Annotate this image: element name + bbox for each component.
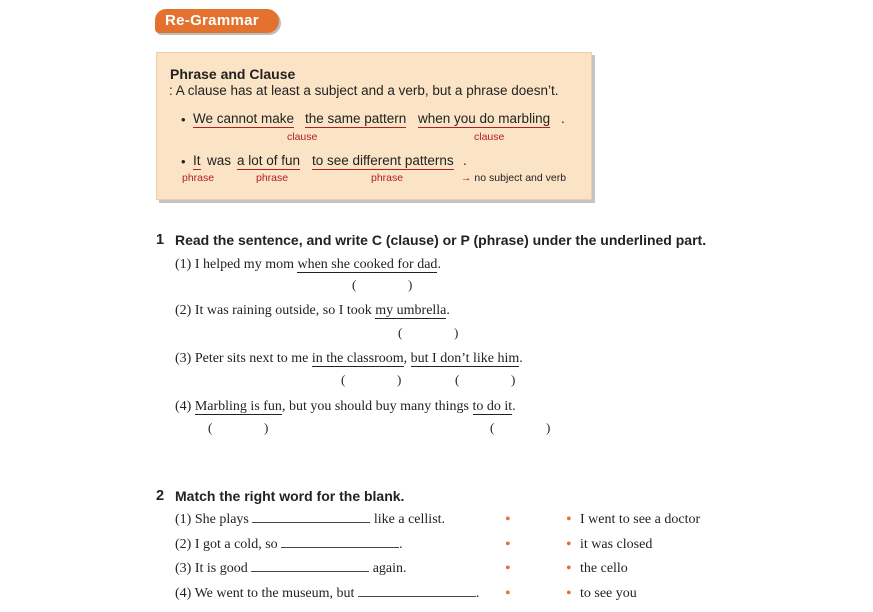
section1-instruction: Read the sentence, and write C (clause) or P (phrase) under the underlined part.	[175, 232, 707, 248]
question-1: (1) I helped my mom when she cooked for dad.	[175, 257, 441, 272]
example2-bullet: •	[181, 154, 186, 169]
example1-end: .	[561, 111, 565, 126]
question-4: (4) Marbling is fun, but you should buy many things to do it.	[175, 399, 516, 414]
answer-3b-close: )	[511, 372, 516, 387]
section2-number: 2	[156, 488, 165, 504]
answer-1-open: (	[352, 277, 357, 292]
answer-1-close: )	[408, 277, 413, 292]
re-grammar-tab	[155, 9, 279, 33]
example1-part3: when you do marbling	[418, 111, 551, 126]
match-dot-right-3[interactable]: •	[566, 560, 572, 577]
match-right-1: I went to see a doctor	[580, 512, 701, 527]
example2-word-alotoffun: a lot of fun	[237, 153, 301, 168]
answer-4b-close: )	[546, 420, 551, 435]
blank-1[interactable]	[252, 512, 370, 523]
example1-label-clause-1: clause	[287, 131, 318, 143]
question-3: (3) Peter sits next to me in the classroom, but I don’t like him.	[175, 351, 523, 366]
example2-label-phrase-2: phrase	[256, 172, 289, 184]
match-right-3: the cello	[580, 561, 628, 576]
example2-label-phrase-1: phrase	[182, 172, 215, 184]
match-left-3: (3) It is good again.	[175, 561, 407, 576]
answer-4b-open: (	[490, 420, 495, 435]
grammar-title: Phrase and Clause	[170, 66, 296, 82]
example1-bullet: •	[181, 112, 186, 127]
match-dot-right-1[interactable]: •	[566, 511, 572, 528]
match-left-1: (1) She plays like a cellist.	[175, 512, 446, 527]
example2-label-phrase-3: phrase	[371, 172, 404, 184]
section1-number: 1	[156, 232, 165, 248]
match-dot-left-2[interactable]: •	[505, 536, 511, 553]
match-left-4: (4) We went to the museum, but .	[175, 586, 480, 601]
section2-instruction: Match the right word for the blank.	[175, 488, 405, 504]
example1-part1: We cannot make	[193, 111, 295, 126]
answer-2-close: )	[454, 325, 459, 340]
example2-end: .	[463, 153, 467, 168]
blank-4[interactable]	[358, 586, 476, 597]
blank-2[interactable]	[281, 537, 399, 548]
example2-word-toseepatterns: to see different patterns	[312, 153, 454, 168]
arrow-icon: →	[461, 172, 472, 184]
example1-label-clause-2: clause	[474, 131, 505, 143]
answer-3b-open: (	[455, 372, 460, 387]
match-dot-left-3[interactable]: •	[505, 560, 511, 577]
match-right-4: to see you	[580, 586, 637, 601]
match-dot-left-4[interactable]: •	[505, 585, 511, 602]
answer-3a-open: (	[341, 372, 346, 387]
answer-3a-close: )	[397, 372, 402, 387]
match-left-2: (2) I got a cold, so .	[175, 537, 403, 552]
match-dot-right-4[interactable]: •	[566, 585, 572, 602]
answer-2-open: (	[398, 325, 403, 340]
match-dot-left-1[interactable]: •	[505, 511, 511, 528]
example1-part2: the same pattern	[305, 111, 407, 126]
question-2: (2) It was raining outside, so I took my umbrella.	[175, 303, 450, 318]
example2-note: → no subject and verb	[461, 172, 567, 184]
example2-word-it: It	[193, 153, 201, 168]
tab-label: Re-Grammar	[165, 12, 259, 29]
grammar-description: : A clause has at least a subject and a verb, but a phrase doesn’t.	[169, 83, 559, 98]
answer-4a-open: (	[208, 420, 213, 435]
blank-3[interactable]	[251, 561, 369, 572]
match-right-2: it was closed	[580, 537, 653, 552]
example2-word-was: was	[207, 153, 232, 168]
match-dot-right-2[interactable]: •	[566, 536, 572, 553]
answer-4a-close: )	[264, 420, 269, 435]
